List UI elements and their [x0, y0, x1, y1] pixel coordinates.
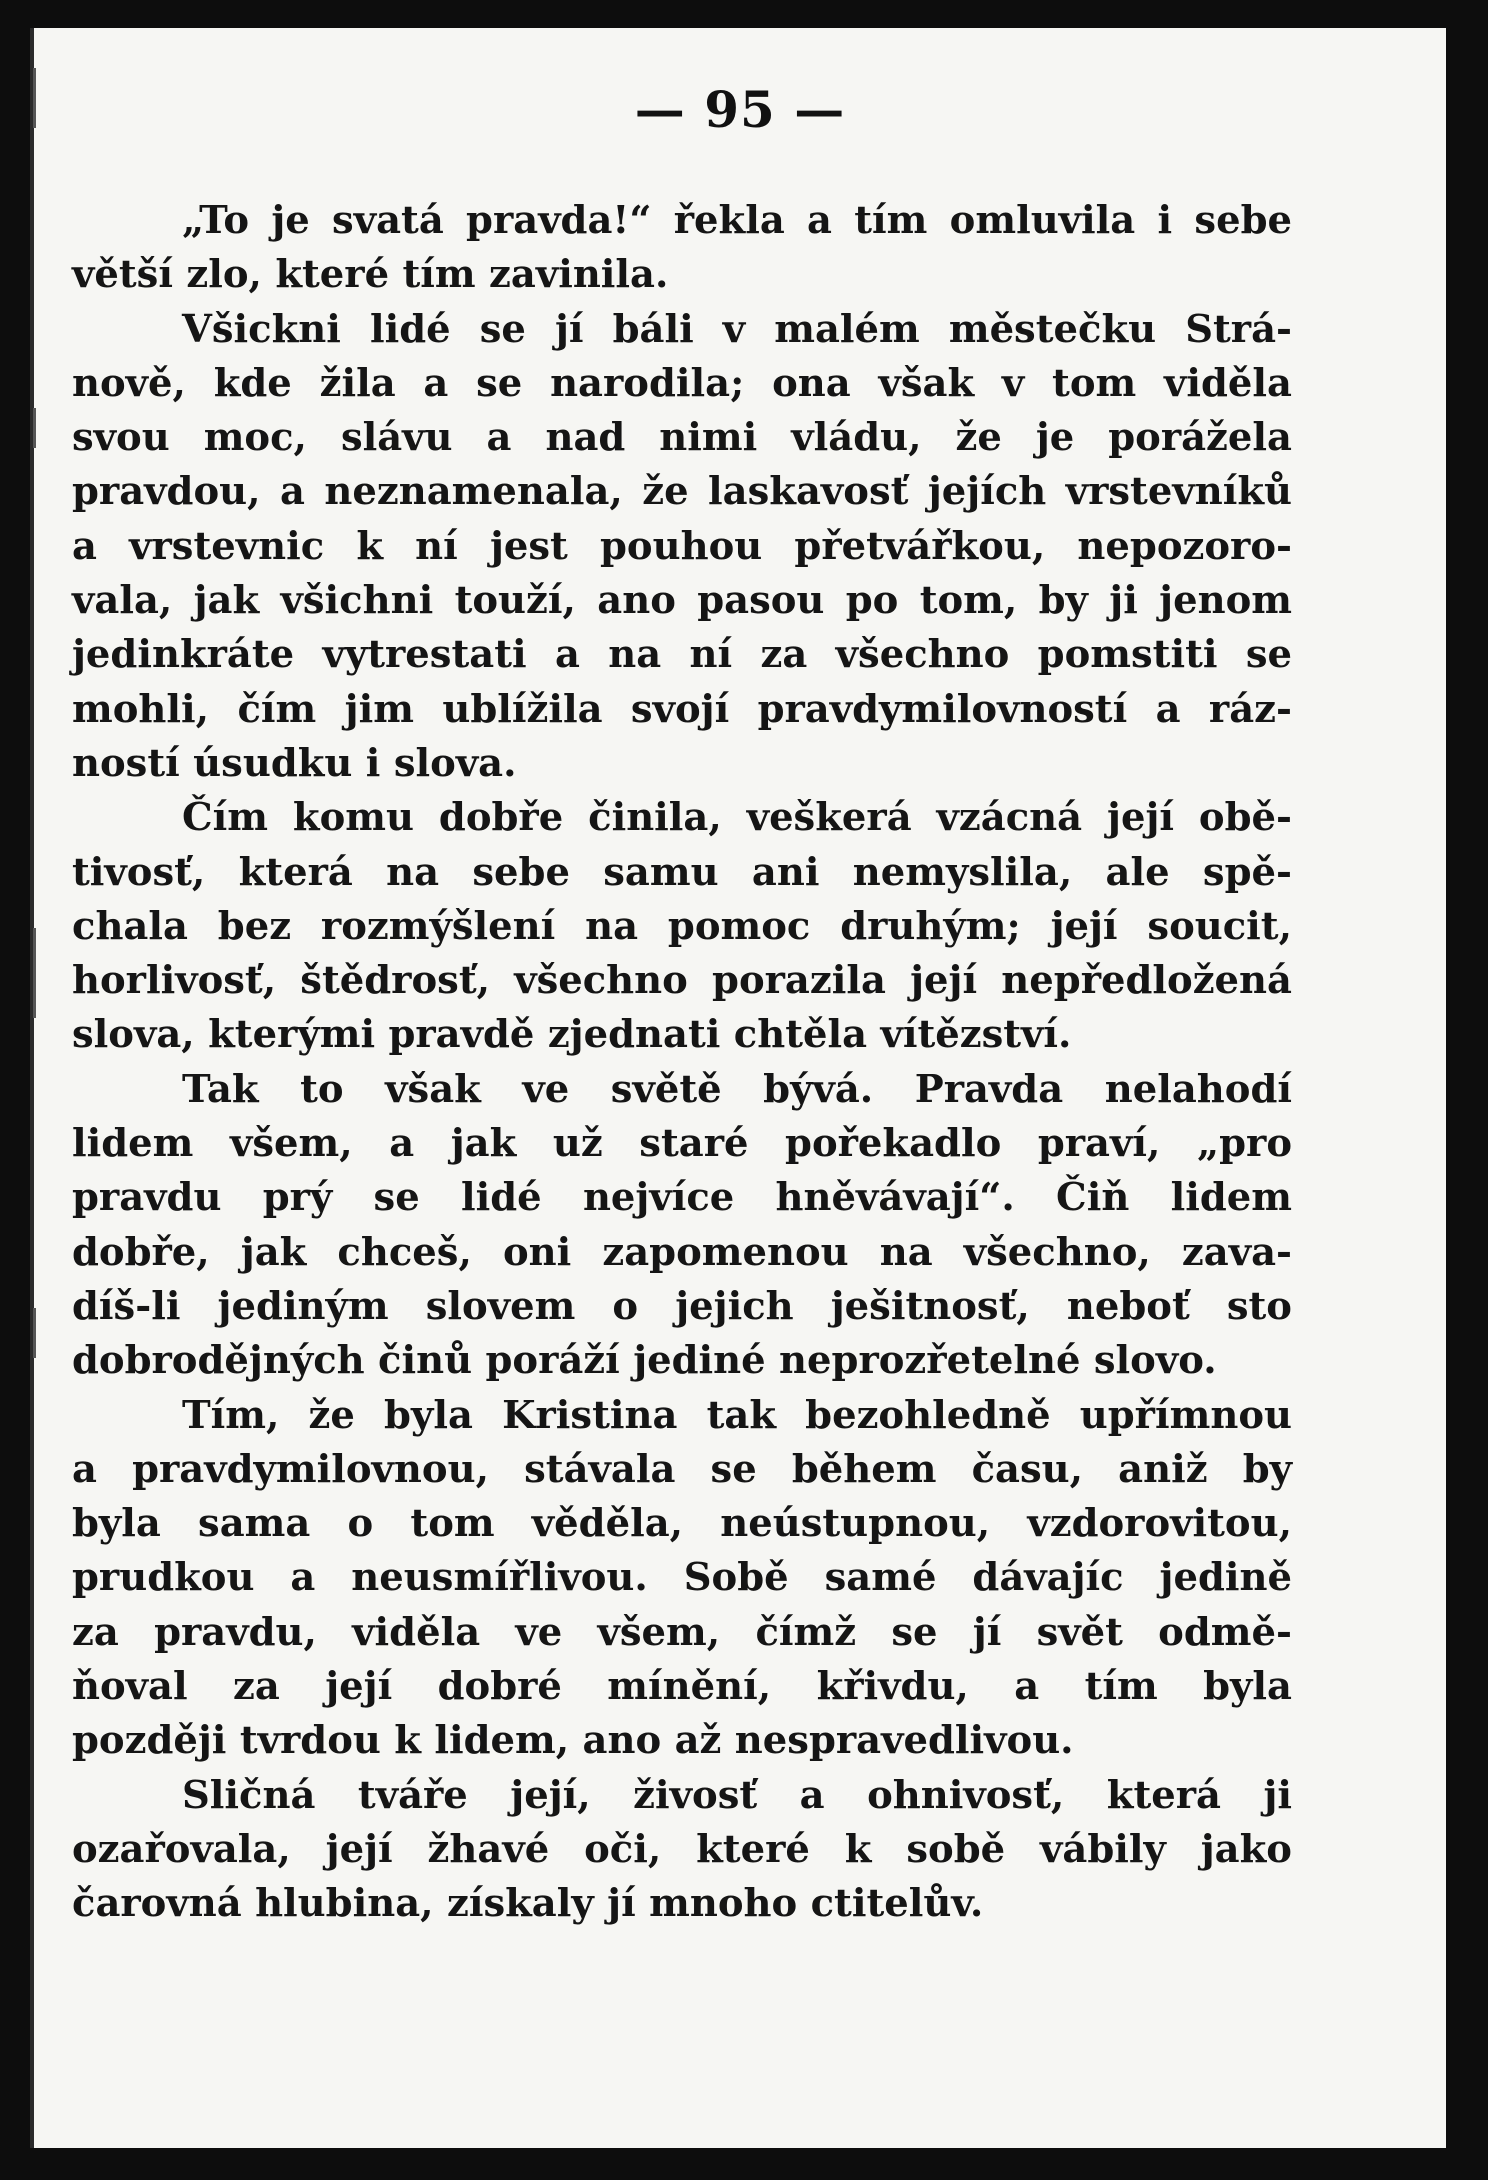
- page-edge-mark: [33, 408, 36, 448]
- text-line: Čím komu dobře činila, veškerá vzácná její obě-: [182, 795, 1292, 841]
- text-line: a vrstevnic k ní jest pouhou přetvářkou, nepozoro-: [72, 523, 1292, 569]
- page-edge-mark: [33, 1308, 36, 1358]
- text-line: pravdu prý se lidé nejvíce hněvávají“. Čiň lidem: [72, 1175, 1292, 1221]
- text-line: Všickni lidé se jí báli v malém městečku Strá-: [182, 306, 1292, 352]
- text-line: pravdou, a neznamenala, že laskavosť jejích vrstevníků: [72, 469, 1292, 515]
- text-line: „To je svatá pravda!“ řekla a tím omluvila i sebe: [182, 198, 1292, 243]
- text-line: ností úsudku i slova.: [72, 740, 517, 786]
- text-line: později tvrdou k lidem, ano až nespravedlivou.: [72, 1718, 1074, 1764]
- page-number: — 95 —: [634, 80, 846, 139]
- text-line: Sličná tváře její, živosť a ohnivosť, která ji: [182, 1772, 1292, 1818]
- text-line: lidem všem, a jak už staré pořekadlo praví, „pro: [72, 1121, 1292, 1167]
- text-line: nově, kde žila a se narodila; ona však v tom viděla: [72, 360, 1292, 406]
- text-line: mohli, čím jim ublížila svojí pravdymilovností a ráz-: [72, 686, 1292, 732]
- text-line: prudkou a neusmířlivou. Sobě samé dávajíc jedině: [72, 1555, 1292, 1601]
- body-text: [72, 194, 1292, 1932]
- text-line: chala bez rozmýšlení na pomoc druhým; její soucit,: [72, 903, 1292, 949]
- text-line: větší zlo, které tím zavinila.: [72, 252, 669, 298]
- text-line: čarovná hlubina, získaly jí mnoho ctitelův.: [72, 1881, 984, 1927]
- text-line: horlivosť, štědrosť, všechno porazila její nepředložená: [72, 958, 1292, 1004]
- text-line: Tak to však ve světě bývá. Pravda nelahodí: [182, 1066, 1292, 1112]
- book-page: [30, 28, 1446, 2148]
- text-line: svou moc, slávu a nad nimi vládu, že je porážela: [72, 415, 1292, 461]
- text-line: ňoval za její dobré mínění, křivdu, a tím byla: [72, 1664, 1292, 1710]
- page-edge-mark: [33, 928, 36, 1018]
- text-line: vala, jak všichni touží, ano pasou po tom, by ji jenom: [72, 578, 1292, 624]
- text-line: ozařovala, její žhavé oči, které k sobě vábily jako: [72, 1826, 1292, 1872]
- text-line: byla sama o tom věděla, neústupnou, vzdorovitou,: [72, 1501, 1292, 1547]
- text-line: jedinkráte vytrestati a na ní za všechno pomstiti se: [72, 632, 1292, 678]
- text-line: díš-li jediným slovem o jejich ješitnosť, neboť sto: [72, 1283, 1292, 1329]
- text-line: tivosť, která na sebe samu ani nemyslila, ale spě-: [72, 849, 1292, 895]
- text-line: Tím, že byla Kristina tak bezohledně upřímnou: [182, 1392, 1292, 1438]
- text-line: a pravdymilovnou, stávala se během času, aniž by: [72, 1446, 1292, 1492]
- text-line: za pravdu, viděla ve všem, čímž se jí svět odmě-: [72, 1609, 1292, 1655]
- text-line: slova, kterými pravdě zjednati chtěla vítězství.: [72, 1012, 1072, 1058]
- text-line: dobře, jak chceš, oni zapomenou na všechno, zava-: [72, 1229, 1292, 1275]
- text-line: dobrodějných činů poráží jediné neprozřetelné slovo.: [72, 1338, 1217, 1384]
